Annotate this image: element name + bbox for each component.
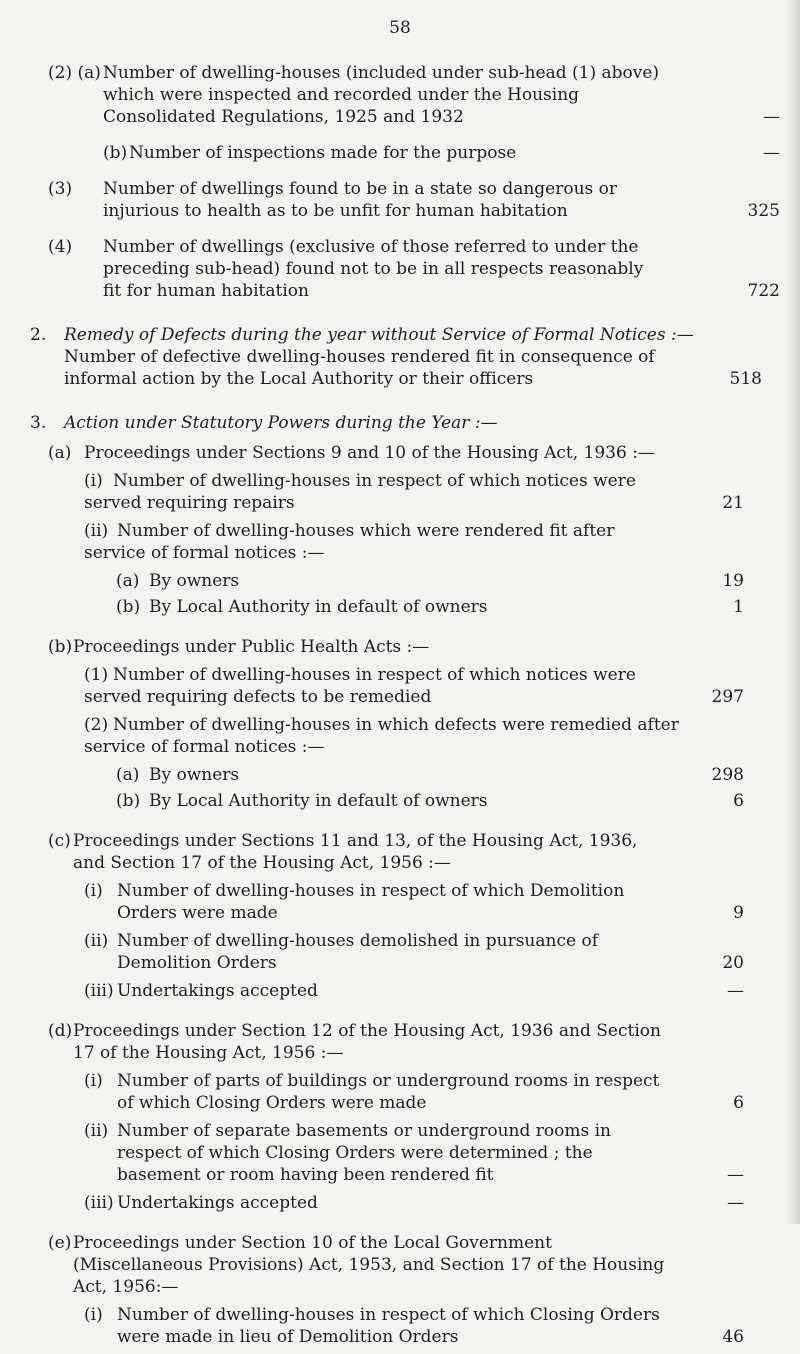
item-3: [48, 178, 780, 222]
item-text: Number of dwellings found to be in a state so dangerous or injurious to health as to be unfit for human habitation: [103, 179, 618, 221]
subsection-text: Proceedings under Section 12 of the Housing Act, 1936 and Section 17 of the Housing Act, 1956 :—: [73, 1021, 661, 1063]
item-value: —: [763, 107, 780, 127]
subitem-value: 6: [733, 1093, 744, 1113]
item-value: —: [763, 143, 780, 163]
subitem-a-i: [84, 470, 744, 514]
subitem-text: Number of separate basements or underground rooms in respect of which Closing Orders were determined ; the basement or room having been rendered fit: [117, 1121, 611, 1185]
item-2b: [103, 142, 780, 164]
item-text: Number of inspections made for the purpose: [129, 143, 517, 163]
subsection-c: [48, 830, 698, 874]
subitem-b-2-a: [116, 764, 744, 786]
subitem-value: 9: [733, 903, 744, 923]
subitem-c-ii: [84, 930, 744, 974]
page-number: 58: [389, 18, 411, 38]
subsection-b: [48, 636, 698, 658]
subitem-e-i: [84, 1304, 744, 1348]
subsection-text: Proceedings under Sections 11 and 13, of the Housing Act, 1936, and Section 17 of the Housing Act, 1956 :—: [73, 831, 638, 873]
subsection-number: (a): [48, 443, 72, 463]
subitem-value: 298: [711, 765, 744, 785]
subitem-text: By Local Authority in default of owners: [149, 597, 488, 617]
subitem-number: (ii): [84, 521, 109, 541]
subitem-number: (1): [84, 665, 109, 685]
subitem-number: (i): [84, 1071, 103, 1091]
item-value: 722: [747, 281, 780, 301]
subitem-number: (i): [84, 471, 103, 491]
subsection-number: (b): [48, 637, 73, 657]
subitem-value: 21: [722, 493, 744, 513]
subitem-value: —: [727, 1193, 744, 1213]
item-number: (3): [48, 179, 73, 199]
subitem-text: Undertakings accepted: [117, 1193, 318, 1213]
subitem-number: (2): [84, 715, 109, 735]
section-number: 2.: [30, 325, 47, 345]
subitem-value: 1: [733, 597, 744, 617]
subitem-value: 19: [722, 571, 744, 591]
subsection-text: Proceedings under Section 10 of the Local Government (Miscellaneous Provisions) Act, 1953, and Section 17 of the Housing Act, 1956:—: [73, 1233, 665, 1297]
subsection-e: [48, 1232, 698, 1298]
subsection-number: (d): [48, 1021, 73, 1041]
subitem-number: (ii): [84, 931, 109, 951]
item-number: (2) (a): [48, 63, 101, 83]
subitem-text: Number of dwelling-houses which were rendered fit after service of formal notices :—: [84, 521, 615, 563]
section-number: 3.: [30, 413, 47, 433]
subitem-value: —: [727, 1165, 744, 1185]
subitem-c-i: [84, 880, 744, 924]
subitem-a-ii-b: [116, 596, 744, 618]
subitem-text: Number of dwelling-houses in respect of which notices were served requiring defects to be remedied: [84, 665, 636, 707]
subitem-number: (a): [116, 571, 140, 591]
subitem-value: —: [727, 981, 744, 1001]
section-value: 518: [729, 369, 762, 389]
subitem-number: (iii): [84, 1193, 114, 1213]
item-number: (b): [103, 143, 128, 163]
section-heading: Remedy of Defects during the year without Service of Formal Notices :—: [64, 325, 694, 345]
subitem-number: (i): [84, 881, 103, 901]
subitem-text: Number of parts of buildings or underground rooms in respect of which Closing Orders were made: [117, 1071, 660, 1113]
subitem-text: By owners: [149, 571, 240, 591]
subsection-text: Proceedings under Public Health Acts :—: [73, 637, 430, 657]
subitem-b-2: [84, 714, 698, 758]
subitem-value: 6: [733, 791, 744, 811]
subitem-b-2-b: [116, 790, 744, 812]
section-3-heading: [30, 412, 698, 434]
section-heading: Action under Statutory Powers during the Year :—: [64, 413, 498, 433]
subitem-text: Number of dwelling-houses in respect of which Closing Orders were made in lieu of Demolition Orders: [117, 1305, 660, 1347]
item-text: Number of dwellings (exclusive of those referred to under the preceding sub-head) found not to be in all respects reasonably fit for human habitation: [103, 237, 644, 301]
subitem-text: Number of dwelling-houses in which defects were remedied after service of formal notices :—: [84, 715, 679, 757]
section-text: Number of defective dwelling-houses rendered fit in consequence of informal action by the Local Authority or their officers: [64, 347, 655, 389]
subitem-b-1: [84, 664, 744, 708]
subsection-d: [48, 1020, 698, 1064]
subitem-value: 297: [711, 687, 744, 707]
subitem-d-ii: [84, 1120, 744, 1186]
subsection-number: (c): [48, 831, 71, 851]
subitem-a-ii-a: [116, 570, 744, 592]
subitem-text: Number of dwelling-houses in respect of which Demolition Orders were made: [117, 881, 625, 923]
document-body: [0, 62, 800, 1354]
subitem-number: (ii): [84, 1121, 109, 1141]
subitem-text: By Local Authority in default of owners: [149, 791, 488, 811]
section-2: [30, 324, 762, 390]
subitem-number: (b): [116, 791, 141, 811]
subitem-d-iii: [84, 1192, 744, 1214]
subitem-value: 46: [722, 1327, 744, 1347]
subitem-c-iii: [84, 980, 744, 1002]
item-4: [48, 236, 780, 302]
subitem-number: (a): [116, 765, 140, 785]
subsection-a: [48, 442, 698, 464]
item-value: 325: [747, 201, 780, 221]
subitem-number: (i): [84, 1305, 103, 1325]
subitem-a-ii: [84, 520, 698, 564]
subitem-text: Number of dwelling-houses demolished in pursuance of Demolition Orders: [117, 931, 598, 973]
item-2a: [48, 62, 780, 128]
subitem-value: 20: [722, 953, 744, 973]
subitem-text: By owners: [149, 765, 240, 785]
subsection-number: (e): [48, 1233, 72, 1253]
subsection-text: Proceedings under Sections 9 and 10 of the Housing Act, 1936 :—: [84, 443, 655, 463]
subitem-text: Undertakings accepted: [117, 981, 318, 1001]
subitem-number: (b): [116, 597, 141, 617]
subitem-text: Number of dwelling-houses in respect of which notices were served requiring repairs: [84, 471, 636, 513]
subitem-d-i: [84, 1070, 744, 1114]
item-number: (4): [48, 237, 73, 257]
subitem-number: (iii): [84, 981, 114, 1001]
item-text: Number of dwelling-houses (included under sub-head (1) above) which were inspected and recorded under the Housing Consolidated Regulations, 1925 and 1932: [103, 63, 660, 127]
